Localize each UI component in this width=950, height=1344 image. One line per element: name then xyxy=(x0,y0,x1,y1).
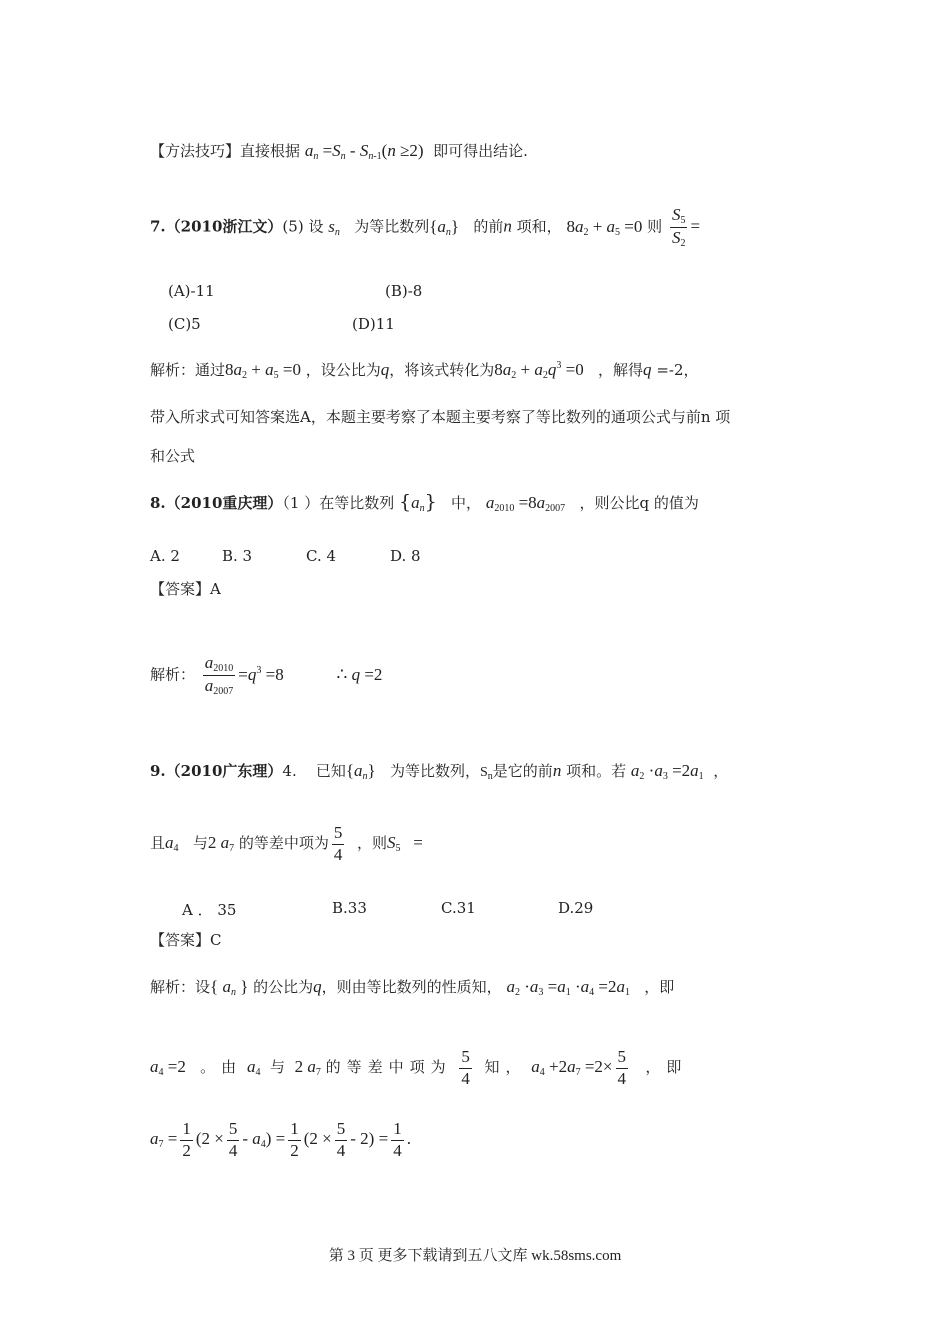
q7-text-3: 的前 xyxy=(473,217,504,236)
q7-option-a: (A)-11 xyxy=(168,282,215,300)
q7-sub: (5) xyxy=(282,217,304,236)
formula-a7-result: $a_7$ = xyxy=(150,1129,178,1151)
q9-option-c: C.31 xyxy=(441,899,476,917)
q9-a2-a: 。由 xyxy=(200,1058,243,1077)
formula-s5: $S_5$ = xyxy=(386,833,423,855)
q7-text-2: 为等比数列 xyxy=(354,217,430,236)
formula-a4-2: $a_4 =2$ xyxy=(150,1057,186,1079)
q7-analysis-line-1 xyxy=(150,359,699,382)
q7-option-d: (D)11 xyxy=(352,315,395,333)
q9-l2-b: 与 xyxy=(192,834,208,853)
q7-text-4: 项和， xyxy=(516,217,562,236)
q7-analysis-b: ，设公比为 xyxy=(305,361,381,379)
q8-stem xyxy=(150,490,699,515)
fraction-5-4-b: $\frac{5}{4}$ xyxy=(461,1047,470,1088)
formula-an-sn: $a_n =S_n - S_{n-1}(n \ge 2)$ xyxy=(304,141,424,162)
method-tip-label: 【方法技巧】 xyxy=(150,142,241,160)
q9-stem-line-2 xyxy=(150,824,423,864)
formula-an-braced: $\{a_n\}$ xyxy=(399,491,437,514)
q9-a1-b: 的公比为 xyxy=(253,978,314,996)
formula-an-curly: { $a_n$ } xyxy=(210,977,249,998)
q8-source: （2010重庆理） xyxy=(165,494,283,512)
formula-2a7: 2 $a_7$ xyxy=(207,833,235,855)
method-tip-line xyxy=(150,140,528,163)
q9-a2-c: 的等差中项为 xyxy=(325,1058,452,1077)
q8-analysis xyxy=(150,654,382,697)
q9-a1-d: ，即 xyxy=(644,978,675,996)
q9-a1-c: ，则由等比数列的性质知， xyxy=(321,978,502,996)
q9-sub: 4. xyxy=(282,762,297,780)
formula-a2010-8a2007: $a_{2010} =8a_{2007}$ xyxy=(485,493,566,514)
fraction-1-2-b: $\frac{1}{2}$ xyxy=(290,1119,299,1160)
q9-a1-a: 解析：设 xyxy=(150,978,211,996)
q9-text-2: 为等比数列， xyxy=(389,762,480,780)
q7-analysis-a: 解析：通过 xyxy=(150,361,226,379)
q9-text-1: 已知 xyxy=(315,762,346,780)
q7-analysis-c: ，将该式转化为 xyxy=(389,361,495,379)
formula-an-set-9: $\{a_n\}$ xyxy=(345,761,376,782)
formula-a4-2a7: $a_4 +2a_7 =2\times$ xyxy=(531,1057,613,1079)
q9-l2-a: 且 xyxy=(150,834,166,853)
formula-2a7-b: 2 $a_7$ xyxy=(294,1057,321,1079)
q9-analysis-line-3: $a_7$ = $\frac{1}{2}$ (2 × $\frac{5}{4}$ - $a_4$) = $\frac{1}{2}$ (2 × $\frac{5}{4}$ - 2) = $\frac{1}{4}$ . xyxy=(150,1119,411,1160)
formula-8a2-a2q3: $8a_2 + a_2q^3 =0$ xyxy=(494,360,584,381)
formula-a4: $a_4$ xyxy=(165,833,179,855)
q9-n: n xyxy=(552,761,562,780)
q7-number: 7. xyxy=(150,217,166,236)
q9-a2-e: ，即 xyxy=(645,1058,688,1077)
fraction-1-4: $\frac{1}{4}$ xyxy=(393,1119,402,1160)
q9-source: （2010广东理） xyxy=(165,762,283,780)
fraction-s5-s2: $\frac{S_5}{S_2}$ xyxy=(671,205,686,249)
q8-option-d: D. 8 xyxy=(390,547,421,565)
q8-text-3: ，则公比q 的值为 xyxy=(579,494,699,512)
q7-q2: q xyxy=(643,360,652,379)
q7-text-1: 设 xyxy=(308,217,324,236)
q7-option-b: (B)-8 xyxy=(385,282,423,300)
method-tip-text-after: 即可得出结论. xyxy=(433,142,528,160)
q7-analysis-line-3: 和公式 xyxy=(150,447,196,465)
formula-a2a3-2a1: $a_2 \cdot a_3 =2a_1$ xyxy=(630,761,704,782)
fraction-5-4-c: $\frac{5}{4}$ xyxy=(617,1047,627,1088)
q8-analysis-label: 解析： xyxy=(150,665,196,684)
q9-l2-d: ，则 xyxy=(356,834,387,853)
q7-analysis-d: ，解得 xyxy=(598,361,644,379)
q9-a2-b: 与 xyxy=(270,1058,286,1077)
method-tip-text-before: 直接根据 xyxy=(240,142,301,160)
q8-sub: （1 ） xyxy=(282,494,320,512)
q7-analysis-line-2: 带入所求式可知答案选A，本题主要考察了本题主要考察了等比数列的通项公式与前n 项 xyxy=(150,408,731,426)
q8-option-b: B. 3 xyxy=(222,547,253,565)
q9-text-3: 是它的前 xyxy=(492,762,553,780)
q9-option-a: A ． 35 xyxy=(182,901,237,919)
q9-text-5: ， xyxy=(713,762,729,780)
page-footer: 第 3 页 更多下载请到五八文库 wk.58sms.com xyxy=(328,1248,622,1264)
q7-analysis-e: =-2， xyxy=(656,361,699,379)
q8-number: 8. xyxy=(150,494,166,512)
q9-stem xyxy=(150,760,728,783)
q7-text-5: 则 xyxy=(647,217,663,236)
q8-text-1: 在等比数列 xyxy=(319,494,395,512)
fraction-5-4-e: $\frac{5}{4}$ xyxy=(336,1119,346,1160)
q9-option-d: D.29 xyxy=(558,899,594,917)
formula-an-set: $\{a_n\}$ xyxy=(429,216,460,238)
fraction-1-2: $\frac{1}{2}$ xyxy=(182,1119,191,1160)
q9-option-b: B.33 xyxy=(332,899,367,917)
q9-q: q xyxy=(313,977,322,996)
q7-option-c: (C)5 xyxy=(168,315,201,333)
q9-l2-c: 的等差中项为 xyxy=(238,834,329,853)
q8-answer: 【答案】A xyxy=(150,580,221,598)
q9-analysis-line-2 xyxy=(150,1048,687,1088)
q9-answer: 【答案】C xyxy=(150,931,222,949)
fraction-5-4: $\frac{5}{4}$ xyxy=(333,823,343,864)
formula-8a2-a5: $8a_2 + a_5 =0$ xyxy=(566,216,643,238)
q9-sn: $S_n$ xyxy=(480,765,493,782)
fraction-a2010-a2007: $\frac{a_{2010}}{a_{2007}}$ xyxy=(204,653,234,697)
formula-a4-b: $a_4$ xyxy=(246,1057,261,1079)
q9-analysis-line-1 xyxy=(150,976,674,999)
q8-option-c: C. 4 xyxy=(306,547,337,565)
q8-option-a: A. 2 xyxy=(150,547,180,565)
fraction-5-4-d: $\frac{5}{4}$ xyxy=(228,1119,238,1160)
formula-q3-8: $=q^3 =8$ xyxy=(238,664,284,684)
q7-stem: 7.（2010浙江文）(5) 设 $s_n$ 为等比数列$\{a_n\}$ 的前n 项和， $8a_2 + a_5 =0$ 则 $\frac{S_5}{S_2}$ = xyxy=(150,205,701,249)
formula-a2a3-a1a4-2a1: $a_2 \cdot a_3 =a_1 \cdot a_4 =2a_1$ xyxy=(506,977,630,998)
formula-sn: $s_n$ xyxy=(328,216,340,238)
q9-a2-d: 知， xyxy=(484,1058,527,1077)
formula-therefore-q2: ∴ q =2 xyxy=(336,664,383,684)
q8-text-2: 中， xyxy=(451,494,482,512)
q9-text-4: 项和。若 xyxy=(566,762,627,780)
formula-8a2-a5-b: $8a_2 + a_5 =0$ xyxy=(225,360,301,381)
q7-q: q xyxy=(380,360,390,379)
q7-source: （2010浙江文） xyxy=(165,217,283,236)
q7-n: n xyxy=(503,216,512,236)
q9-number: 9. xyxy=(150,762,166,780)
